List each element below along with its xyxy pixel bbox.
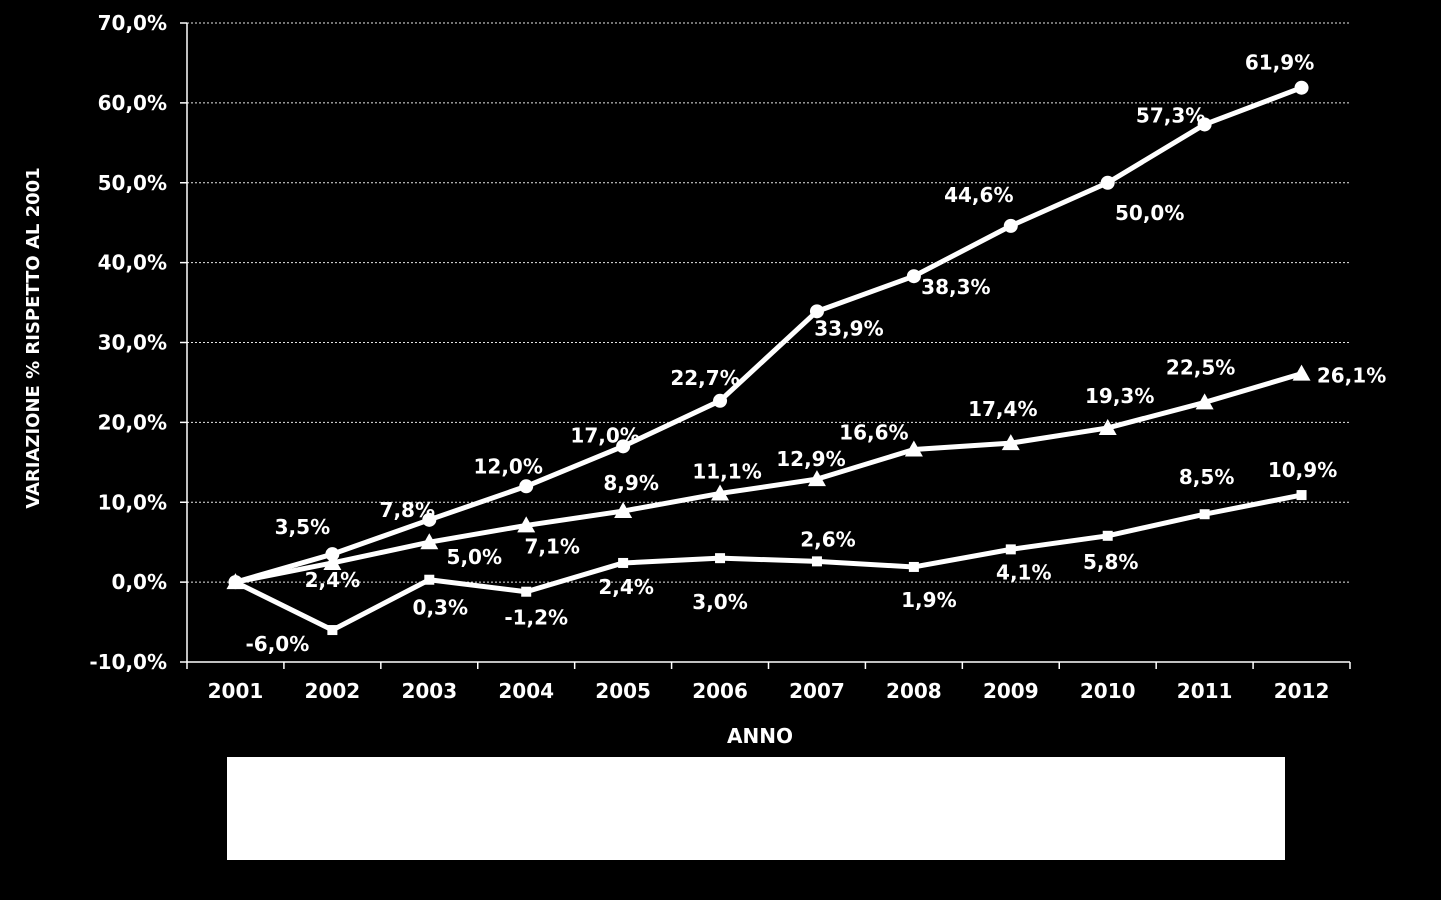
data-label: 2,4% [598, 574, 654, 599]
data-label: 33,9% [814, 316, 884, 341]
data-label: 26,1% [1316, 363, 1387, 388]
data-point-square [424, 575, 434, 585]
data-point-square [618, 558, 628, 568]
y-tick-label: 70,0% [97, 11, 167, 35]
data-label: 61,9% [1244, 50, 1315, 75]
data-point-square [715, 553, 725, 563]
legend-box [227, 757, 1285, 860]
y-tick-label: 20,0% [97, 410, 167, 435]
data-label: 8,9% [603, 471, 659, 496]
x-tick-label: 2012 [1273, 679, 1330, 703]
data-label: 17,4% [968, 397, 1038, 422]
data-label: 2,6% [800, 527, 856, 552]
x-tick-label: 2003 [401, 679, 458, 703]
y-tick-label: 30,0% [97, 330, 167, 355]
x-tick-label: 2010 [1079, 679, 1136, 703]
data-label: 38,3% [921, 275, 991, 300]
data-label: 17,0% [570, 423, 640, 448]
data-label: 19,3% [1085, 383, 1155, 408]
data-label: 12,9% [776, 447, 846, 472]
y-tick-labels [89, 11, 167, 674]
data-point-square [327, 625, 337, 635]
y-tick-label: 10,0% [97, 490, 167, 515]
data-label: 7,1% [524, 534, 580, 559]
y-tick-label: 60,0% [97, 90, 167, 115]
data-point-circle [1101, 176, 1115, 190]
x-tick-labels [208, 679, 1330, 703]
data-point-square [1297, 490, 1307, 500]
data-point-square [1006, 544, 1016, 554]
data-label: 3,5% [274, 515, 331, 540]
data-point-square [909, 562, 919, 572]
y-tick-label: 50,0% [97, 170, 167, 195]
data-label: 7,8% [379, 497, 436, 522]
y-tick-label: 0,0% [111, 570, 167, 595]
data-point-circle [713, 394, 727, 408]
x-tick-label: 2008 [886, 679, 942, 703]
x-tick-label: 2001 [207, 679, 264, 703]
data-label: 44,6% [944, 182, 1014, 207]
data-point-triangle [1293, 365, 1311, 381]
x-tick-label: 2009 [982, 679, 1039, 703]
y-axis-title: VARIAZIONE % RISPETTO AL 2001 [23, 167, 44, 509]
data-label: 4,1% [996, 560, 1052, 585]
data-label: 11,1% [692, 459, 762, 484]
x-tick-label: 2006 [692, 679, 748, 703]
x-tick-label: 2004 [498, 679, 555, 703]
y-tick-label: -10,0% [89, 650, 167, 674]
x-tick-label: 2007 [789, 679, 845, 703]
data-label: 22,5% [1165, 355, 1236, 380]
data-label: 5,0% [446, 545, 503, 570]
data-label: 3,0% [692, 590, 748, 615]
data-label: 2,4% [304, 567, 361, 592]
x-tick-label: 2002 [304, 679, 361, 703]
data-label: 5,8% [1082, 549, 1139, 574]
data-label: 1,9% [901, 587, 957, 612]
data-point-square [1200, 509, 1210, 519]
data-point-square [230, 577, 240, 587]
data-label: 22,7% [670, 365, 740, 390]
x-tick-label: 2011 [1176, 679, 1233, 703]
data-point-circle [519, 479, 533, 493]
data-point-circle [907, 269, 921, 283]
data-label: 8,5% [1178, 465, 1235, 490]
data-label: 16,6% [839, 420, 909, 445]
data-label: -6,0% [245, 632, 310, 657]
data-point-circle [1004, 219, 1018, 233]
data-label: 57,3% [1135, 103, 1206, 128]
data-label: 0,3% [412, 595, 469, 620]
data-point-square [521, 587, 531, 597]
data-point-square [1103, 531, 1113, 541]
x-tick-label: 2005 [595, 679, 651, 703]
y-tick-label: 40,0% [97, 250, 167, 275]
data-label: 10,9% [1267, 458, 1338, 483]
data-label: 12,0% [473, 454, 543, 479]
x-axis-title: ANNO [727, 724, 793, 748]
series-lines [226, 81, 1310, 635]
data-point-circle [1295, 81, 1309, 95]
data-label: -1,2% [504, 605, 569, 630]
data-label: 50,0% [1115, 200, 1185, 225]
data-point-square [812, 556, 822, 566]
